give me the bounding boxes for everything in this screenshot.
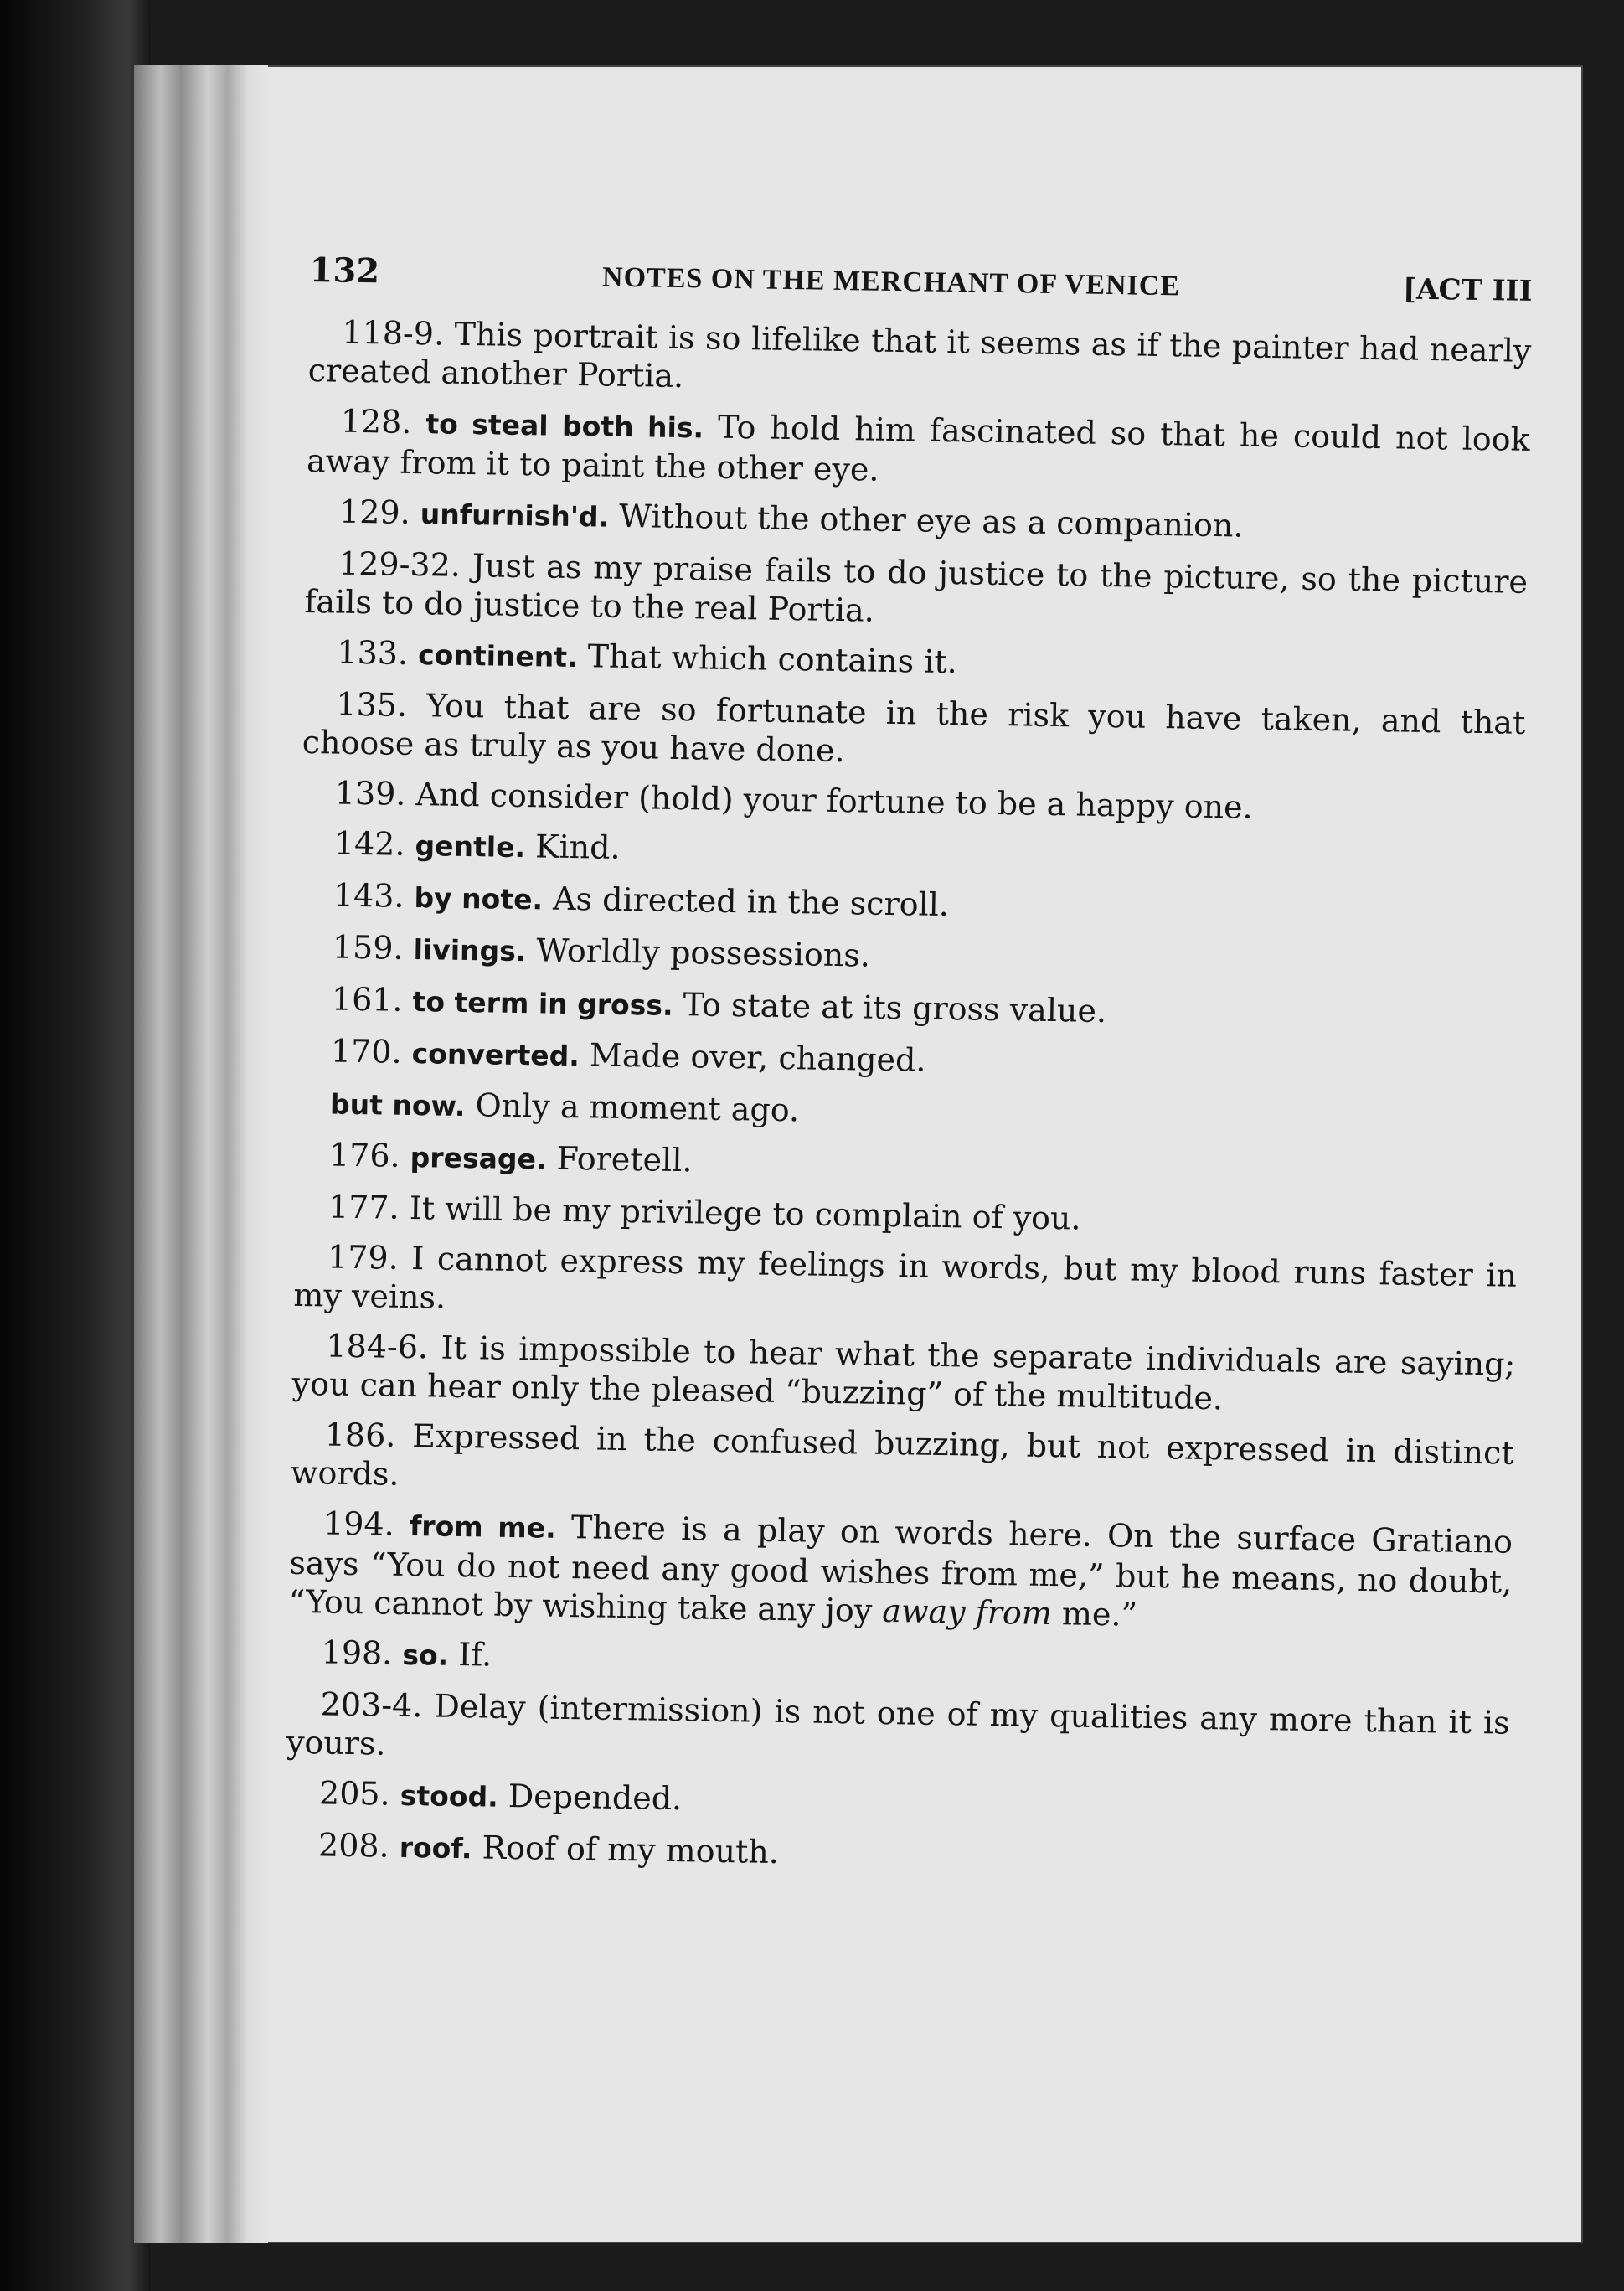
note-line-number: 194. (322, 1504, 395, 1543)
note-line-number: 118-9. (342, 313, 445, 353)
note-term: but now. (329, 1087, 466, 1123)
note-gloss: Depended. (508, 1777, 683, 1818)
note-gloss: Expressed in the confused buzzing, but not expressed in distinct words. (290, 1417, 1514, 1493)
note-term: to steal both his. (425, 407, 704, 445)
note-gloss: Only a moment ago. (475, 1086, 800, 1129)
note-gloss: It is impossible to hear what the separate individuals are saying; you can hear only the pleased “buzzing” of the multitude. (291, 1329, 1516, 1417)
note-gloss: To hold him fascinated so that he could not look away from it to paint the other eye. (306, 408, 1530, 488)
note-entry (291, 1326, 1515, 1422)
note-gloss: As directed in the scroll. (552, 880, 950, 924)
note-entry (307, 401, 1530, 499)
note-gloss: It will be my privilege to complain of you. (409, 1189, 1081, 1237)
note-entry (293, 1237, 1517, 1334)
note-entry (302, 684, 1525, 781)
note-line-number: 128. (340, 402, 412, 441)
note-entry (298, 979, 1522, 1039)
page-gutter (134, 65, 268, 2243)
note-entry (299, 927, 1523, 987)
note-entry (287, 1633, 1511, 1692)
note-emphasis: away from (882, 1592, 1053, 1633)
note-term: so. (402, 1638, 449, 1672)
note-line-number: 142. (333, 824, 405, 863)
note-gloss: That which contains it. (587, 637, 958, 681)
note-line-number: 198. (321, 1633, 393, 1672)
note-entry (295, 1187, 1518, 1245)
note-entry (306, 492, 1529, 551)
note-entry (301, 823, 1524, 883)
notes-list (285, 312, 1532, 1885)
note-gloss: If. (458, 1635, 492, 1674)
note-entry (286, 1773, 1509, 1833)
running-title: NOTES ON THE MERCHANT OF VENICE (601, 261, 1181, 302)
note-line-number: 135. (336, 685, 408, 724)
note-gloss: Delay (intermission) is not one of my qualities any more than it is yours. (286, 1687, 1510, 1762)
note-gloss: Just as my praise fails to do justice to the picture, so the picture fails to do justice to the real Portia. (304, 547, 1529, 629)
note-gloss: You that are so fortunate in the risk you have taken, and that choose as truly as you have done. (302, 687, 1526, 770)
note-term: roof. (399, 1830, 472, 1865)
note-line-number: 159. (332, 928, 404, 967)
note-entry (307, 312, 1531, 409)
note-entry (288, 1504, 1513, 1640)
note-entry (304, 544, 1528, 640)
note-line-number: 179. (327, 1238, 400, 1277)
note-line-number: 129-32. (338, 544, 461, 584)
note-entry (291, 1415, 1514, 1511)
note-term: stood. (400, 1778, 498, 1814)
note-gloss: There is a play on words here. On the surface Gratiano says “You do not need any good wishes from me,” but he means, no doubt, “You cannot by wishing take any joy (288, 1509, 1513, 1629)
note-gloss: This portrait is so lifelike that it seems as if the painter had nearly created another Portia. (307, 315, 1532, 395)
note-gloss: I cannot express my feelings in words, but my blood runs faster in my veins. (293, 1240, 1518, 1316)
note-line-number: 139. (334, 774, 406, 813)
note-line-number: 143. (333, 876, 405, 915)
note-gloss-tail: me.” (1051, 1595, 1138, 1633)
note-line-number: 205. (318, 1774, 391, 1813)
note-gloss: Worldly possessions. (536, 931, 871, 974)
note-entry (296, 1135, 1519, 1195)
note-term: continent. (417, 638, 578, 674)
note-term: by note. (414, 881, 544, 916)
note-line-number: 186. (324, 1416, 396, 1454)
note-line-number: 129. (338, 493, 411, 531)
note-gloss: Without the other eye as a companion. (618, 497, 1244, 544)
note-term: gentle. (415, 829, 526, 864)
note-entry (296, 1083, 1520, 1143)
note-entry (300, 875, 1523, 935)
note-term: unfurnish'd. (420, 498, 610, 534)
note-term: from me. (409, 1509, 556, 1545)
note-entry (286, 1685, 1510, 1781)
book-edge (0, 0, 151, 2291)
note-line-number: 184-6. (326, 1327, 429, 1366)
note-gloss: Kind. (534, 828, 621, 866)
note-gloss: Made over, changed. (589, 1036, 926, 1079)
note-line-number: 208. (317, 1826, 390, 1865)
note-line-number: 176. (328, 1136, 401, 1174)
note-line-number: 161. (331, 980, 403, 1019)
note-gloss: To state at its gross value. (683, 986, 1107, 1030)
note-gloss: Foretell. (556, 1139, 693, 1179)
note-entry (303, 632, 1527, 692)
act-label: [ACT III (1402, 272, 1533, 308)
note-entry (285, 1825, 1508, 1885)
note-term: to term in gross. (412, 985, 673, 1022)
note-gloss: Roof of my mouth. (482, 1829, 780, 1871)
note-term: converted. (411, 1037, 580, 1073)
note-entry (301, 773, 1524, 831)
note-line-number: 170. (330, 1032, 402, 1071)
note-gloss: And consider (hold) your fortune to be a happy one. (415, 776, 1254, 826)
note-term: presage. (410, 1141, 547, 1176)
note-line-number: 177. (327, 1188, 400, 1226)
note-line-number: 133. (337, 633, 409, 672)
note-term: livings. (413, 933, 527, 968)
page-number: 132 (309, 250, 380, 292)
page-content (285, 251, 1533, 1896)
note-line-number: 203-4. (320, 1685, 423, 1725)
note-entry (297, 1031, 1521, 1091)
